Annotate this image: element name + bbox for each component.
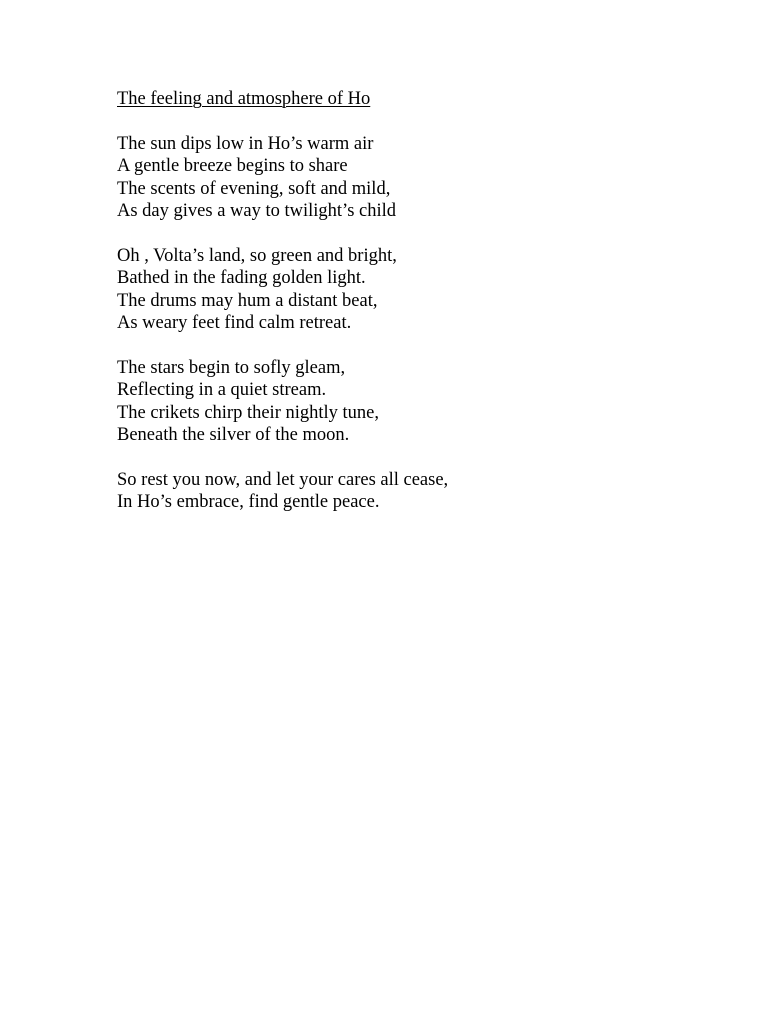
poem-line: The crikets chirp their nightly tune, <box>117 402 380 423</box>
stanza-3 <box>117 357 717 447</box>
poem-line: So rest you now, and let your cares all cease, <box>117 469 449 490</box>
poem-line: The drums may hum a distant beat, <box>117 290 378 311</box>
poem-line: The sun dips low in Ho’s warm air <box>117 133 374 154</box>
poem-line: In Ho’s embrace, find gentle peace. <box>117 492 380 513</box>
poem-line: Reflecting in a quiet stream. <box>117 380 327 401</box>
poem-line: The stars begin to sofly gleam, <box>117 357 346 378</box>
poem <box>117 88 717 514</box>
poem-line: Beneath the silver of the moon. <box>117 425 350 446</box>
poem-line: Oh , Volta’s land, so green and bright, <box>117 245 397 266</box>
poem-line: The scents of evening, soft and mild, <box>117 178 391 199</box>
poem-line: A gentle breeze begins to share <box>117 156 348 177</box>
poem-title: The feeling and atmosphere of Ho <box>117 89 371 109</box>
stanza-4 <box>117 469 717 514</box>
poem-line: Bathed in the fading golden light. <box>117 268 366 289</box>
stanza-2 <box>117 245 717 335</box>
stanza-1 <box>117 133 717 223</box>
poem-line: As weary feet find calm retreat. <box>117 313 352 334</box>
poem-line: As day gives a way to twilight’s child <box>117 201 397 222</box>
